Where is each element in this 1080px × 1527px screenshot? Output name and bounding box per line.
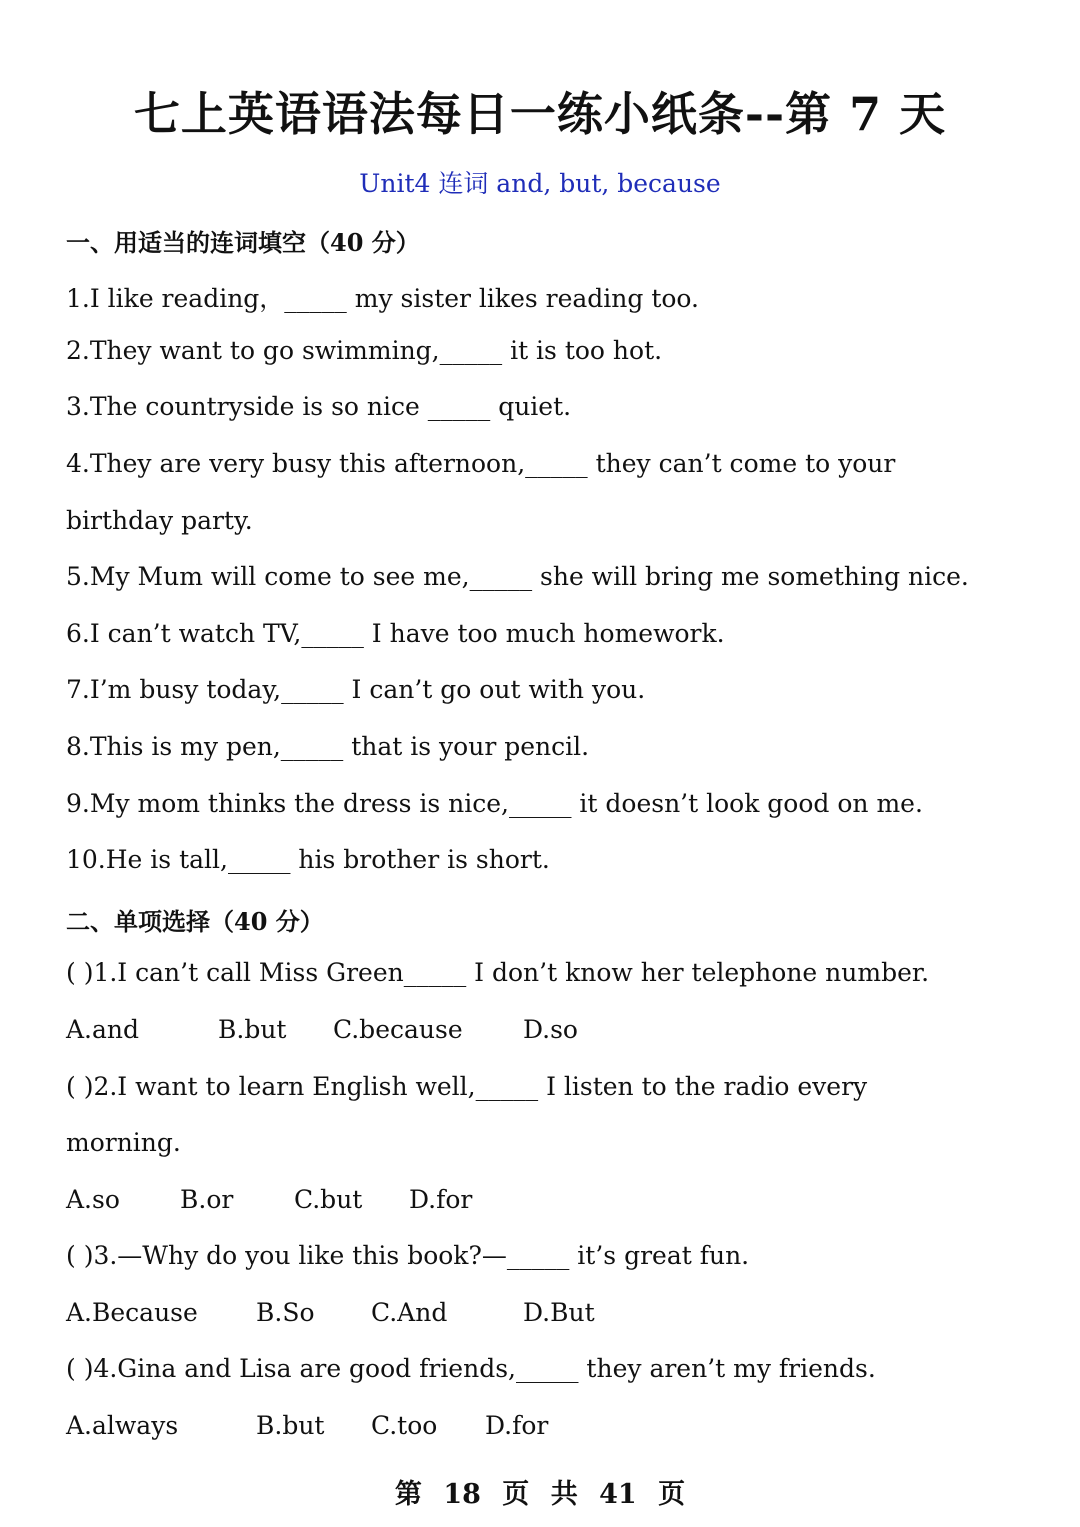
fill-blank-line-3: 3.The countryside is so nice _____ quiet. [66,392,572,421]
choice-question-1: ( )1.I can’t call Miss Green_____ I don’t know her telephone number. [66,958,930,987]
footer-label-gong: 共 [550,1479,578,1510]
option-d: D.for [485,1411,549,1440]
option-a: A.and [66,1015,140,1044]
option-a: A.always [66,1411,179,1440]
choice-question-4: ( )4.Gina and Lisa are good friends,_____ they aren’t my friends. [66,1354,876,1383]
option-c: C.but [294,1185,363,1214]
option-c: C.And [371,1298,448,1327]
footer-page-number: 18 [443,1479,481,1510]
page-title: 七上英语语法每日一练小纸条--第 7 天 [133,87,947,141]
option-d: D.so [523,1015,578,1044]
option-b: B.but [218,1015,287,1044]
option-b: B.or [180,1185,234,1214]
footer-label-ye: 页 [502,1479,530,1510]
fill-blank-line-4: 4.They are very busy this afternoon,_____ they can’t come to your [66,449,896,478]
option-d: D.But [523,1298,595,1327]
fill-blank-line-2: 2.They want to go swimming,_____ it is too hot. [66,336,663,365]
option-d: D.for [409,1185,473,1214]
option-c: C.because [333,1015,463,1044]
fill-blank-line-8: 8.This is my pen,_____ that is your pencil. [66,732,590,761]
option-a: A.so [66,1185,120,1214]
choice-question-2-cont: morning. [66,1128,181,1157]
option-a: A.Because [66,1298,198,1327]
page-subtitle: Unit4 连词 and, but, because [359,169,721,198]
fill-blank-line-5: 5.My Mum will come to see me,_____ she will bring me something nice. [66,562,969,591]
footer-label-di: 第 [394,1479,422,1510]
footer-label-ye-2: 页 [658,1479,686,1510]
fill-blank-line-4-cont: birthday party. [66,506,253,535]
section1-heading: 一、用适当的连词填空（40 分） [66,228,420,257]
fill-blank-line-6: 6.I can’t watch TV,_____ I have too much homework. [66,619,725,648]
fill-blank-line-10: 10.He is tall,_____ his brother is short. [66,845,550,874]
option-b: B.So [256,1298,315,1327]
choice-question-3: ( )3.—Why do you like this book?—_____ it’s great fun. [66,1241,750,1270]
option-b: B.but [256,1411,325,1440]
fill-blank-line-7: 7.I’m busy today,_____ I can’t go out with you. [66,675,646,704]
fill-blank-line-9: 9.My mom thinks the dress is nice,_____ it doesn’t look good on me. [66,789,923,818]
fill-blank-line-1: 1.I like reading，_____ my sister likes reading too. [66,284,699,313]
option-c: C.too [371,1411,438,1440]
choice-question-2: ( )2.I want to learn English well,_____ I listen to the radio every [66,1072,868,1101]
page-footer [0,1472,1080,1511]
footer-total-pages: 41 [599,1479,637,1510]
section2-heading: 二、单项选择（40 分） [66,907,324,936]
